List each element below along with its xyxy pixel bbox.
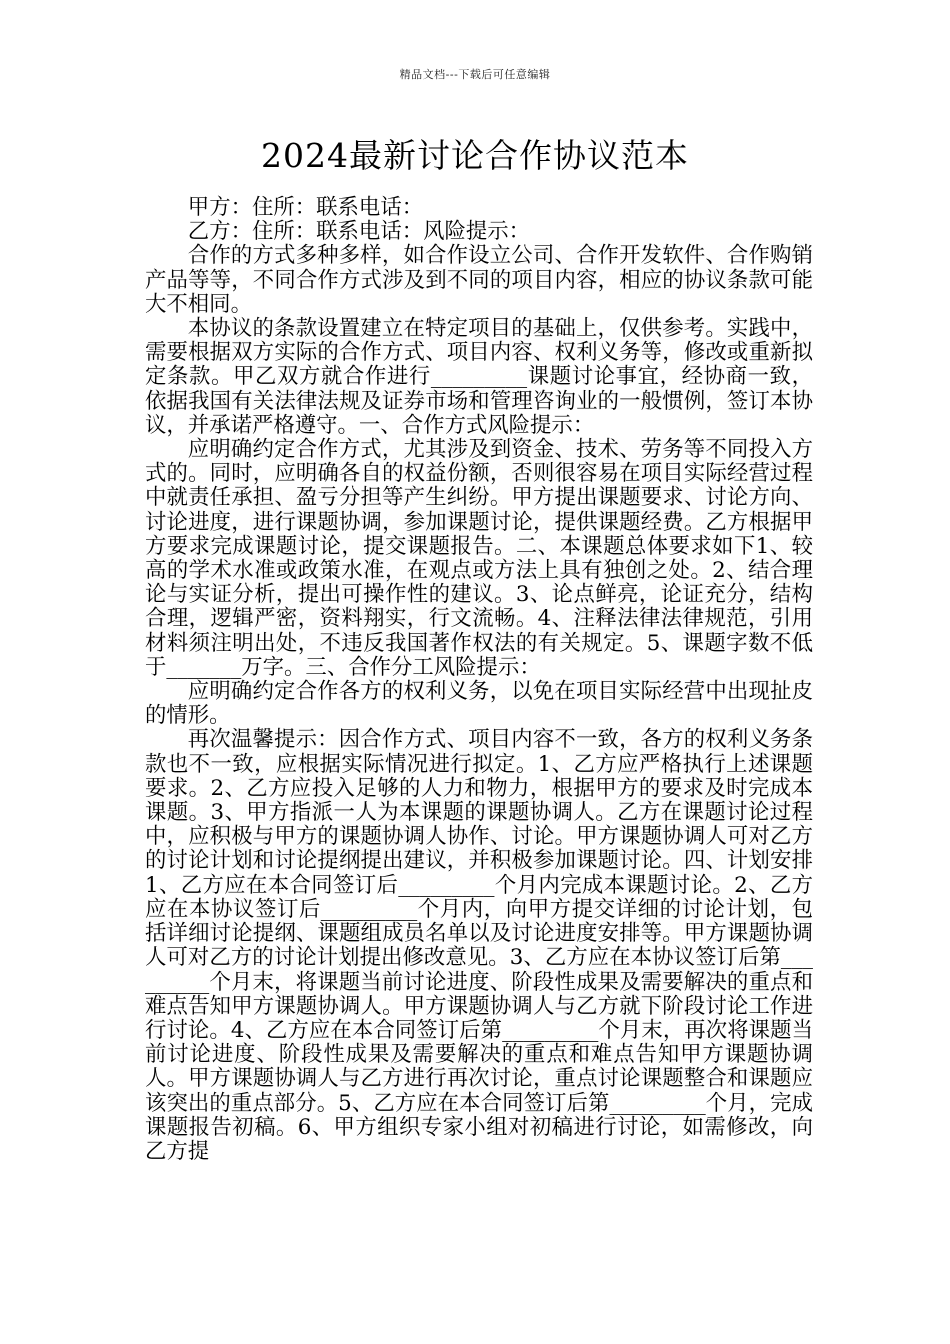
document-body — [145, 196, 813, 1164]
paragraph-cooperation-requirements: 应明确约定合作方式，尤其涉及到资金、技术、劳务等不同投入方式的。同时，应明确各自的权益份额，否则很容易在项目实际经营过程中就责任承担、盈亏分担等产生纠纷。甲方提出课题要求、讨论方向、讨论进度，进行课题协调，参加课题讨论，提供课题经费。乙方根据甲方要求完成课题讨论，提交课题报告。二、本课题总体要求如下1、较高的学术水准或政策水准，在观点或方法上具有独创之处。2、结合理论与实证分析，提出可操作性的建议。3、论点鲜亮，论证充分，结构合理，逻辑严密，资料翔实，行文流畅。4、注释法律法律规范，引用材料须注明出处，不违反我国著作权法的有关规定。5、课题字数不低于_______万字。三、合作分工风险提示： — [145, 437, 813, 680]
header-note: 精品文档---下载后可任意编辑 — [399, 68, 551, 81]
document-title: 2024最新讨论合作协议范本 — [261, 136, 689, 175]
paragraph-agreement-basis: 本协议的条款设置建立在特定项目的基础上，仅供参考。实践中，需要根据双方实际的合作方式、项目内容、权利义务等，修改或重新拟定条款。甲乙双方就合作进行_________课题讨论事宜，经协商一致，依据我国有关法律法规及证券市场和管理咨询业的一般惯例，签订本协议，并承诺严格遵守。一、合作方式风险提示： — [145, 316, 813, 438]
paragraph-schedule: 再次温馨提示：因合作方式、项目内容不一致，各方的权利义务条款也不一致，应根据实际情况进行拟定。1、乙方应严格执行上述课题要求。2、乙方应投入足够的人力和物力，根据甲方的要求及时完成本课题。3、甲方指派一人为本课题的课题协调人。乙方在课题讨论过程中，应积极与甲方的课题协调人协作、讨论。甲方课题协调人可对乙方的讨论计划和讨论提纲提出建议，并积极参加课题讨论。四、计划安排1、乙方应在本合同签订后_________个月内完成本课题讨论。2、乙方应在本协议签订后_________个月内，向甲方提交详细的讨论计划，包括详细讨论提纲、课题组成员名单以及讨论进度安排等。甲方课题协调人可对乙方的讨论计划提出修改意见。3、乙方应在本协议签订后第_________个月末，将课题当前讨论进度、阶段性成果及需要解决的重点和难点告知甲方课题协调人。甲方课题协调人与乙方就下阶段讨论工作进行讨论。4、乙方应在本合同签订后第_________个月末，再次将课题当前讨论进度、阶段性成果及需要解决的重点和难点告知甲方课题协调人。甲方课题协调人与乙方进行再次讨论，重点讨论课题整合和课题应该突出的重点部分。5、乙方应在本合同签订后第_________个月，完成课题报告初稿。6、甲方组织专家小组对初稿进行讨论，如需修改，向乙方提 — [145, 727, 813, 1164]
paragraph-rights-obligations: 应明确约定合作各方的权利义务，以免在项目实际经营中出现扯皮的情形。 — [145, 679, 813, 729]
party-a-line: 甲方：住所：联系电话： — [187, 195, 424, 220]
paragraph-cooperation-methods: 合作的方式多种多样，如合作设立公司、合作开发软件、合作购销产品等等，不同合作方式涉及到不同的项目内容，相应的协议条款可能大不相同。 — [145, 243, 813, 317]
party-b-line: 乙方：住所：联系电话：风险提示： — [187, 219, 531, 245]
